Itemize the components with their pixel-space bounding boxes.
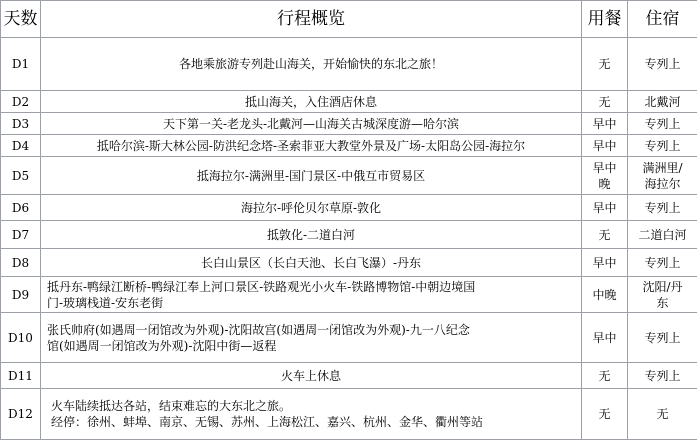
overview-line: 张氏帅府(如遇周一闭馆改为外观)-沈阳故宫(如遇周一闭馆改为外观)-九一八纪念 <box>47 322 579 338</box>
meals-cell <box>582 91 628 113</box>
table-row <box>1 113 697 135</box>
meals-line: 早中 <box>584 160 625 176</box>
day-cell: D1 <box>1 38 41 91</box>
table-row <box>1 195 697 221</box>
overview-line: 抵哈尔滨-斯大林公园-防洪纪念塔-圣索菲亚大教堂外景及广场-太阳岛公园-海拉尔 <box>43 138 579 154</box>
lodging-line: 专列上 <box>630 368 695 384</box>
table-row <box>1 389 697 440</box>
lodging-cell <box>628 363 697 389</box>
meals-cell <box>582 277 628 313</box>
overview-cell <box>41 363 582 389</box>
overview-line: 各地乘旅游专列赴山海关，开始愉快的东北之旅！ <box>43 56 579 72</box>
lodging-cell <box>628 249 697 277</box>
lodging-line: 东 <box>630 295 695 311</box>
header-row <box>1 1 697 38</box>
lodging-line: 专列上 <box>630 200 695 216</box>
table-row <box>1 277 697 313</box>
meals-line: 早中 <box>584 255 625 271</box>
lodging-line: 专列上 <box>630 56 695 72</box>
meals-cell <box>582 157 628 195</box>
overview-cell <box>41 389 582 440</box>
lodging-cell <box>628 38 697 91</box>
meals-cell <box>582 363 628 389</box>
lodging-line: 沈阳/丹 <box>630 279 695 295</box>
overview-line: 门-玻璃栈道-安东老街 <box>47 295 579 311</box>
table-row <box>1 135 697 157</box>
overview-line: 长白山景区（长白天池、长白飞瀑）-丹东 <box>43 255 579 271</box>
meals-line: 无 <box>584 406 625 422</box>
meals-cell <box>582 113 628 135</box>
overview-line: 经停：徐州、蚌埠、南京、无锡、苏州、上海松江、嘉兴、杭州、金华、衢州等站 <box>51 414 579 430</box>
meals-cell <box>582 313 628 363</box>
day-cell: D5 <box>1 157 41 195</box>
lodging-line: 海拉尔 <box>630 176 695 192</box>
overview-cell <box>41 277 582 313</box>
meals-cell <box>582 389 628 440</box>
day-cell: D9 <box>1 277 41 313</box>
day-cell: D3 <box>1 113 41 135</box>
meals-line: 早中 <box>584 330 625 346</box>
meals-cell <box>582 38 628 91</box>
header-day: 天数 <box>1 1 41 38</box>
header-meals: 用餐 <box>582 1 628 38</box>
meals-line: 无 <box>584 56 625 72</box>
day-cell: D11 <box>1 363 41 389</box>
overview-line: 火车上休息 <box>43 368 579 384</box>
lodging-line: 专列上 <box>630 138 695 154</box>
day-cell: D4 <box>1 135 41 157</box>
day-cell: D12 <box>1 389 41 440</box>
table-row <box>1 157 697 195</box>
overview-line: 抵丹东-鸭绿江断桥-鸭绿江奉上河口景区-铁路观光小火车-铁路博物馆-中朝边境国 <box>47 279 579 295</box>
meals-line: 无 <box>584 368 625 384</box>
overview-line: 抵敦化-二道白河 <box>43 227 579 243</box>
meals-line: 中晚 <box>584 287 625 303</box>
lodging-cell <box>628 221 697 249</box>
day-cell: D7 <box>1 221 41 249</box>
overview-cell <box>41 249 582 277</box>
table-row <box>1 363 697 389</box>
table-row <box>1 38 697 91</box>
day-cell: D10 <box>1 313 41 363</box>
day-cell: D8 <box>1 249 41 277</box>
overview-line: 抵山海关，入住酒店休息 <box>43 94 579 110</box>
lodging-cell <box>628 313 697 363</box>
meals-cell <box>582 195 628 221</box>
overview-cell <box>41 135 582 157</box>
lodging-cell <box>628 157 697 195</box>
header-lodging: 住宿 <box>628 1 697 38</box>
meals-line: 早中 <box>584 116 625 132</box>
overview-line: 馆(如遇周一闭馆改为外观)-沈阳中街—返程 <box>47 338 579 354</box>
lodging-line: 北戴河 <box>630 94 695 110</box>
lodging-cell <box>628 135 697 157</box>
lodging-line: 专列上 <box>630 255 695 271</box>
overview-cell <box>41 221 582 249</box>
table-row <box>1 221 697 249</box>
overview-line: 天下第一关-老龙头-北戴河—山海关古城深度游—哈尔滨 <box>43 116 579 132</box>
overview-cell <box>41 157 582 195</box>
lodging-cell <box>628 195 697 221</box>
lodging-line: 无 <box>630 406 695 422</box>
meals-cell <box>582 135 628 157</box>
overview-line: 火车陆续抵达各站，结束难忘的大东北之旅。 <box>51 398 579 414</box>
overview-cell <box>41 38 582 91</box>
lodging-cell <box>628 389 697 440</box>
day-cell: D6 <box>1 195 41 221</box>
lodging-line: 专列上 <box>630 116 695 132</box>
meals-line: 早中 <box>584 200 625 216</box>
overview-line: 抵海拉尔-满洲里-国门景区-中俄互市贸易区 <box>43 168 579 184</box>
lodging-line: 二道白河 <box>630 227 695 243</box>
overview-cell <box>41 91 582 113</box>
lodging-line: 满洲里/ <box>630 160 695 176</box>
meals-line: 早中 <box>584 138 625 154</box>
overview-cell <box>41 195 582 221</box>
table-row <box>1 313 697 363</box>
overview-cell <box>41 313 582 363</box>
lodging-cell <box>628 277 697 313</box>
overview-cell <box>41 113 582 135</box>
meals-cell <box>582 249 628 277</box>
meals-line: 晚 <box>584 176 625 192</box>
meals-line: 无 <box>584 94 625 110</box>
overview-line: 海拉尔-呼伦贝尔草原-敦化 <box>43 200 579 216</box>
table-row <box>1 91 697 113</box>
lodging-cell <box>628 91 697 113</box>
lodging-cell <box>628 113 697 135</box>
meals-line: 无 <box>584 227 625 243</box>
table-row <box>1 249 697 277</box>
lodging-line: 专列上 <box>630 330 695 346</box>
header-overview: 行程概览 <box>41 1 582 38</box>
meals-cell <box>582 221 628 249</box>
day-cell: D2 <box>1 91 41 113</box>
